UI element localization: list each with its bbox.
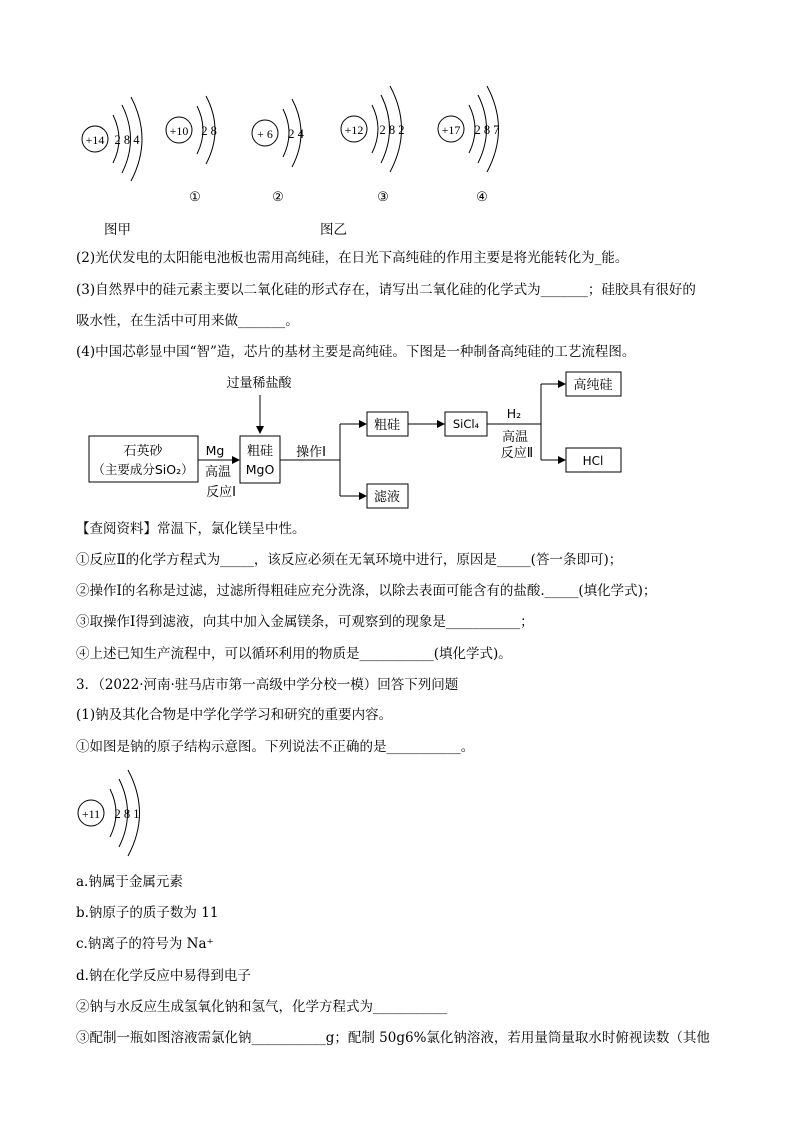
high-temp-1: 高温 [204, 465, 232, 480]
question-4: (4)中国芯彰显中国“智”造，芯片的基材主要是高纯硅。下图是一种制备高纯硅的工艺流程图。 [76, 344, 636, 360]
option-c: c.钠离子的符号为 Na⁺ [76, 936, 214, 952]
crude-mgo-line1: 粗硅 [246, 444, 274, 459]
reference-info: 【查阅资料】常温下，氯化镁呈中性。 [76, 521, 306, 537]
atom-mg [341, 86, 405, 172]
process-flow-diagram [0, 365, 794, 515]
sodium-atom-svg [0, 760, 300, 870]
atom-diagrams-top [0, 0, 794, 220]
sub-question-2: ②操作Ⅰ的名称是过滤，过滤所得粗硅应充分洗涤，以除去表面可能含有的盐酸._____(填化学式)； [76, 583, 657, 599]
atom-shells: 2 4 [288, 127, 304, 141]
option-b: b.钠原子的质子数为 11 [76, 905, 219, 921]
sicl4-label: SiCl₄ [452, 417, 480, 431]
h2-label: H₂ [506, 406, 522, 421]
problem-3-part1: (1)钠及其化合物是中学化学学习和研究的重要内容。 [76, 707, 393, 723]
quartz-component: （主要成分SiO₂） [92, 462, 194, 477]
figure-label-yi: 图乙 [320, 222, 347, 238]
atom-nucleus: +11 [81, 807, 101, 821]
crude-si-label: 粗硅 [373, 418, 401, 433]
atom-ne [166, 96, 217, 164]
problem-3-part3: ③配制一瓶如图溶液需氯化钠___________g；配制 50g6%氯化钠溶液，若用量筒量取水时俯视读数（其他 [76, 1030, 710, 1046]
quartz-label: 石英砂 [123, 444, 163, 459]
figure-label-jia: 图甲 [104, 222, 131, 238]
atom-nucleus: +10 [169, 124, 189, 138]
acid-label: 过量稀盐酸 [226, 376, 292, 391]
flow-svg [0, 365, 794, 515]
atom-index-1: ① [189, 189, 201, 204]
atom-si [82, 97, 142, 181]
atom-index-3: ③ [377, 189, 389, 204]
problem-3-part2: ②钠与水反应生成氢氧化钠和氢气，化学方程式为___________ [76, 999, 448, 1015]
option-a: a.钠属于金属元素 [76, 874, 183, 890]
atom-nucleus: +12 [344, 123, 364, 137]
sub-question-1: ①反应Ⅱ的化学方程式为_____，该反应必须在无氧环境中进行，原因是_____(答一条即可)； [76, 552, 623, 568]
problem-3-header: 3．（2022·河南·驻马店市第一高级中学分校一模）回答下列问题 [76, 677, 459, 693]
hcl-label: HCl [582, 454, 604, 468]
question-3-line2: 吸水性，在生活中可用来做_______。 [76, 313, 299, 329]
question-2: (2)光伏发电的太阳能电池板也需用高纯硅，在日光下高纯硅的作用主要是将光能转化为_能。 [76, 250, 629, 266]
atom-diagram-svg [0, 0, 794, 220]
sub-question-4: ④上述已知生产流程中，可以循环利用的物质是___________(填化学式)。 [76, 646, 512, 662]
high-temp-2: 高温 [501, 430, 529, 445]
atom-index-4: ④ [476, 189, 488, 204]
atom-shells: 2 8 7 [474, 123, 500, 137]
operation-1-label: 操作Ⅰ [296, 445, 326, 460]
atom-nucleus: +17 [441, 123, 461, 137]
mg-label: Mg [205, 443, 225, 458]
sub-question-3: ③取操作Ⅰ得到滤液，向其中加入金属镁条，可观察到的现象是___________； [76, 614, 534, 630]
atom-shells: 2 8 2 [379, 123, 405, 137]
filtrate-label: 滤液 [373, 490, 401, 505]
atom-nucleus: + 6 [257, 127, 273, 141]
atom-shells: 2 8 4 [114, 133, 140, 147]
atom-shells: 2 8 [201, 124, 217, 138]
atom-nucleus: +14 [85, 133, 105, 147]
question-3-line1: (3)自然界中的硅元素主要以二氧化硅的形式存在，请写出二氧化硅的化学式为_______；硅胶具有很好的 [76, 282, 696, 298]
sodium-atom-diagram [0, 760, 300, 870]
atom-cl [438, 86, 500, 172]
crude-mgo-line2: MgO [245, 462, 275, 477]
pure-si-label: 高纯硅 [573, 378, 613, 393]
reaction-1-label: 反应Ⅰ [206, 485, 236, 500]
problem-3-part1a: ①如图是钠的原子结构示意图。下列说法不正确的是___________。 [76, 739, 475, 755]
reaction-2-label: 反应Ⅱ [500, 446, 534, 461]
atom-c [252, 99, 305, 167]
atom-index-2: ② [272, 189, 284, 204]
option-d: d.钠在化学反应中易得到电子 [76, 968, 251, 984]
atom-shells: 2 8 1 [114, 807, 140, 821]
